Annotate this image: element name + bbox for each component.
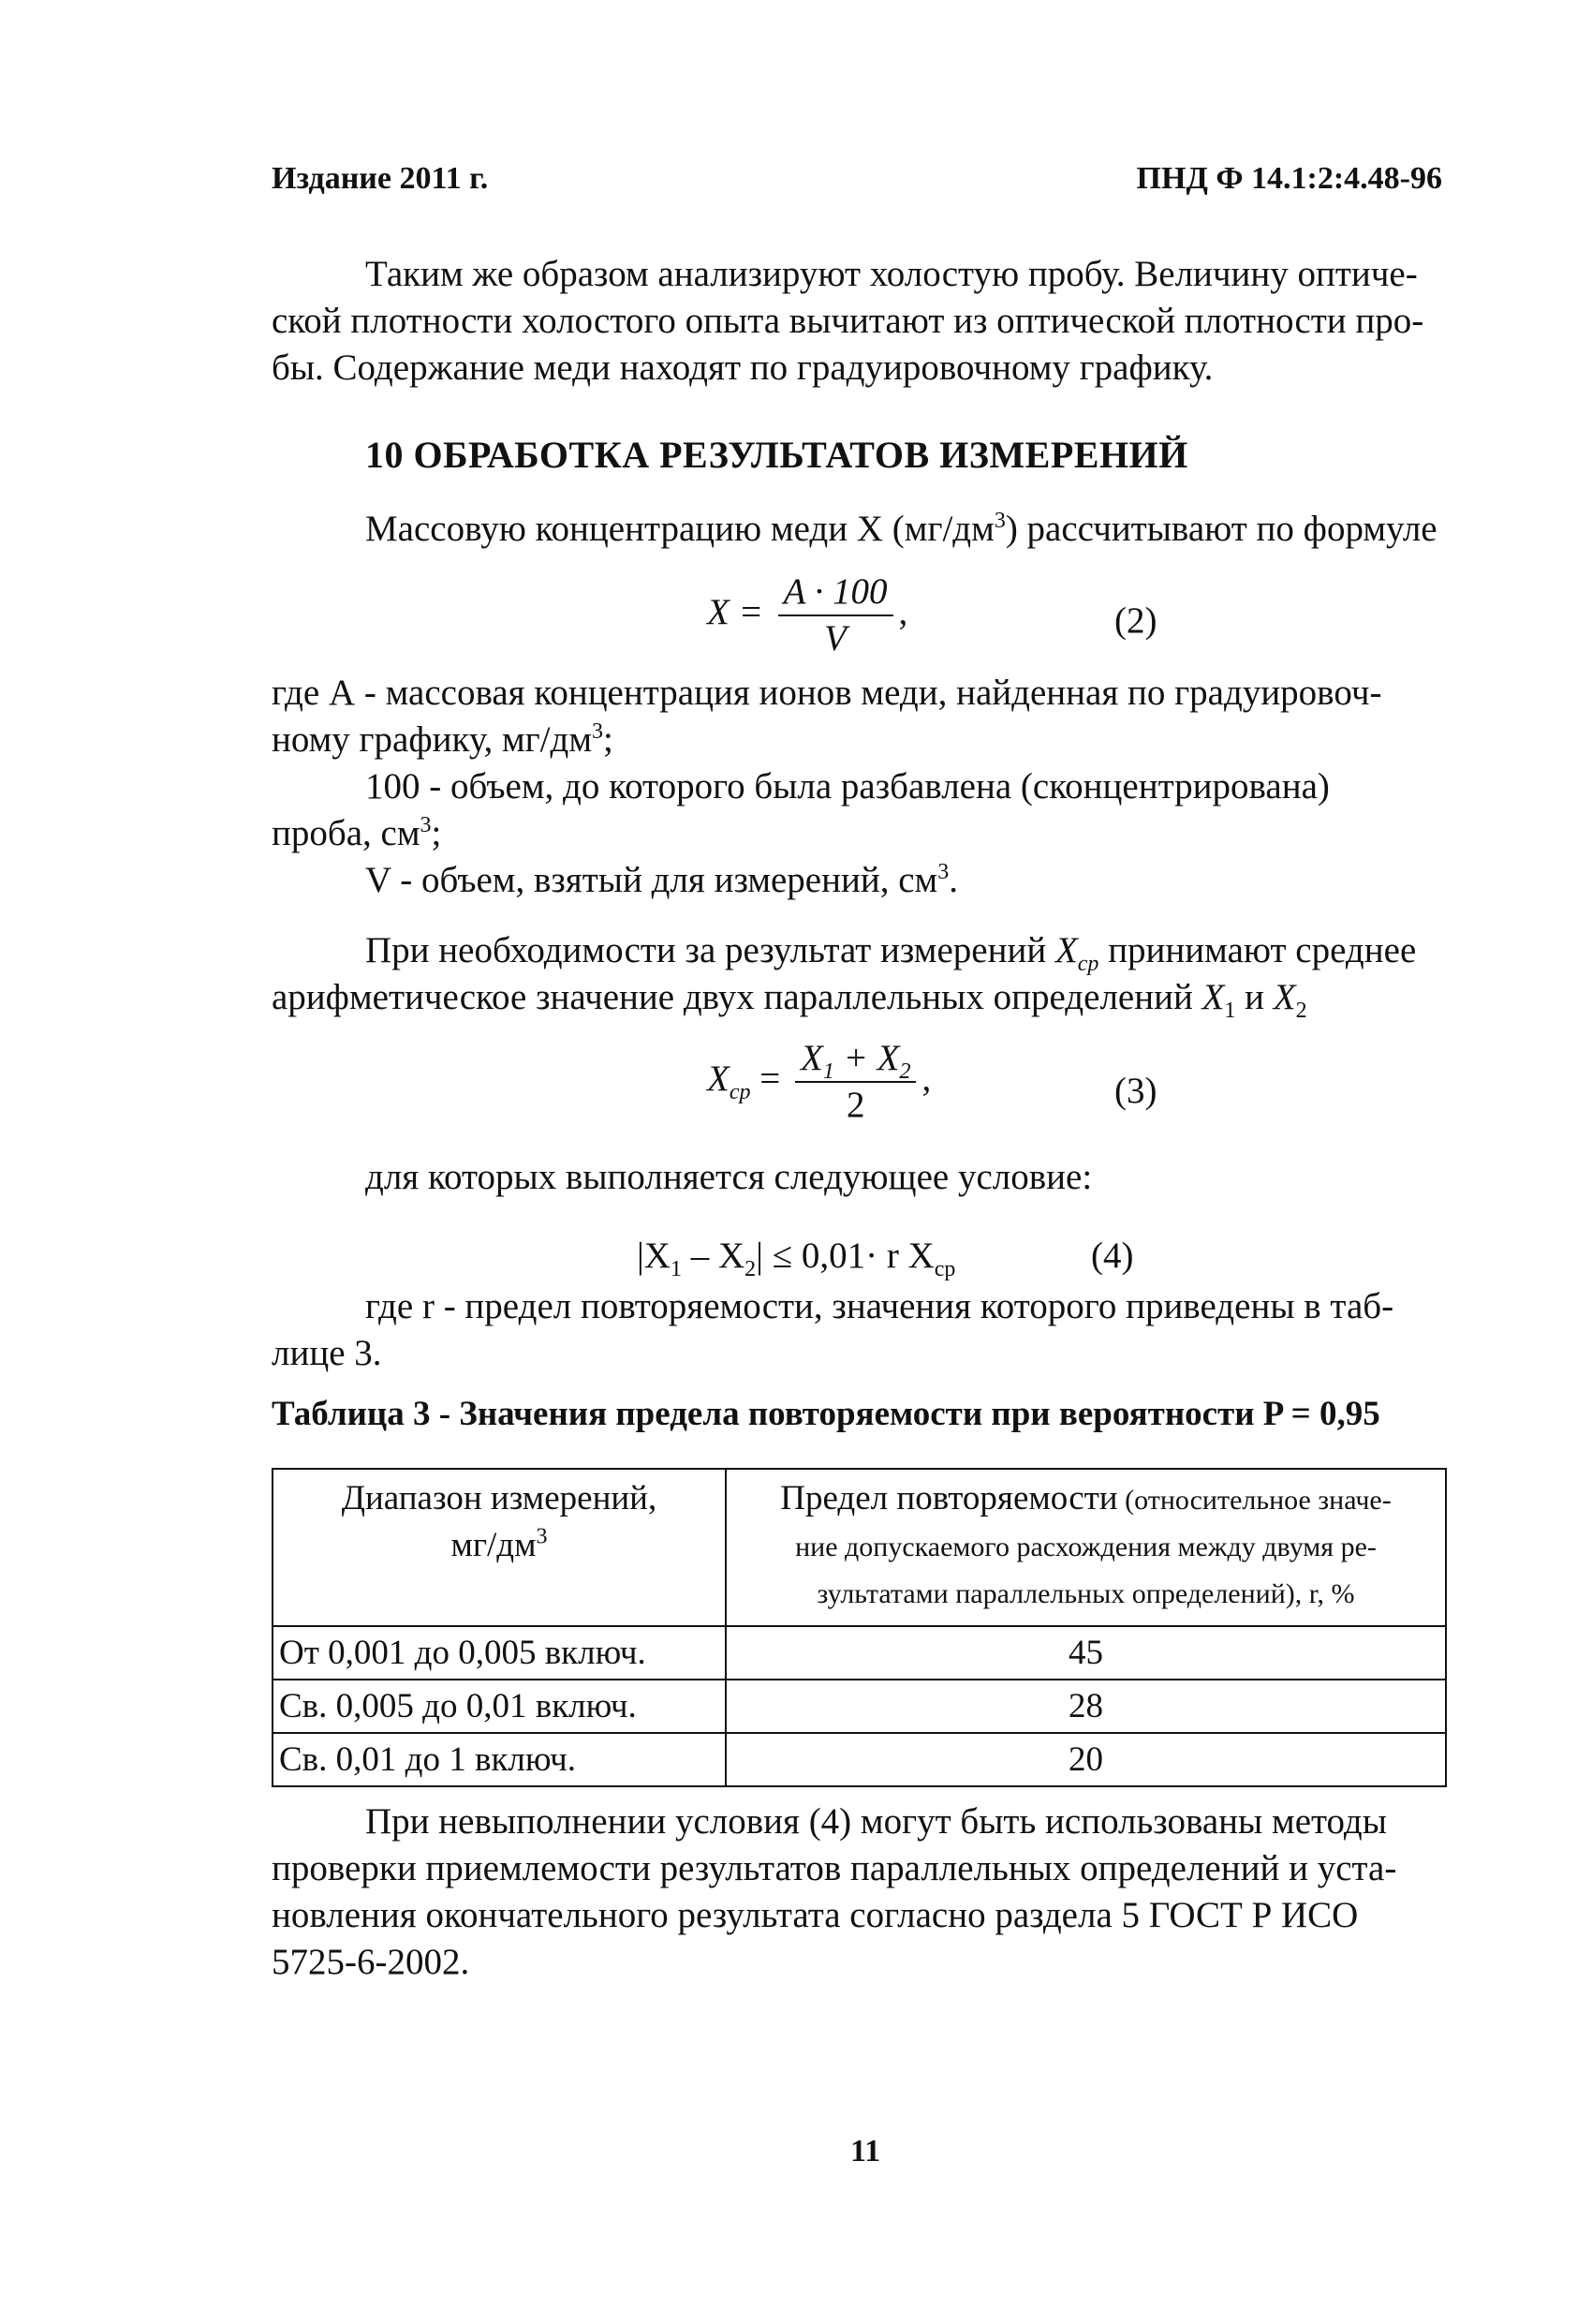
repeatability-table xyxy=(272,1468,1447,1787)
where-b-line-1: 100 - объем, до которого была разбавлена (сконцентрирована) xyxy=(365,766,1330,807)
value-cell: 20 xyxy=(726,1733,1446,1786)
formula-3-denominator: 2 xyxy=(846,1085,865,1125)
condition-text: для которых выполняется следующее условие: xyxy=(365,1157,1093,1197)
formula-2 xyxy=(707,571,907,659)
where-b-line-2: проба, $см^3$; xyxy=(272,813,442,853)
edition-header: Издание 2011 г. xyxy=(272,161,489,196)
column-header-limit: Предел повторяемости (относительное значе- ние допускаемого расхождения между двумя ре- зультатами параллельных определений), r, % xyxy=(726,1469,1446,1626)
closing-line-2: проверки приемлемости результатов параллельных определений и уста- xyxy=(272,1848,1397,1888)
formula-3-number: (3) xyxy=(1114,1071,1157,1111)
formula-2-number: (2) xyxy=(1114,600,1157,641)
where-clause-1 xyxy=(272,670,1442,904)
column-header-range: Диапазон измерений, $мг/дм^3$ xyxy=(273,1469,726,1626)
formula-2-lhs: X = xyxy=(707,591,763,632)
table-header-row xyxy=(273,1469,1446,1626)
where-r-line-1: где r - предел повторяемости, значения которого приведены в таб- xyxy=(365,1286,1394,1326)
mean-paragraph xyxy=(272,927,1442,1021)
where-a-line-1: где А - массовая концентрация ионов меди, найденная по градуировоч- xyxy=(272,673,1382,713)
table-row xyxy=(273,1733,1446,1786)
formula-2-comma: , xyxy=(898,591,908,632)
formula-intro xyxy=(365,506,1437,553)
mean-line-1: При необходимости за результат измерений $X_{ср}$ принимают среднее xyxy=(365,930,1417,976)
standard-code-header: ПНД Ф 14.1:2:4.48-96 xyxy=(1136,161,1442,196)
formula-intro-text-b: ) рассчитывают по формуле xyxy=(1005,509,1437,549)
range-cell: От 0,001 до 0,005 включ. xyxy=(273,1626,726,1680)
intro-paragraph xyxy=(272,251,1442,392)
intro-line-3: бы. Содержание меди находят по градуировочному графику. xyxy=(272,348,1214,388)
formula-3-fraction xyxy=(795,1038,916,1126)
where-r-line-2: лице 3. xyxy=(272,1333,382,1373)
value-cell: 45 xyxy=(726,1626,1446,1680)
section-heading: 10 ОБРАБОТКА РЕЗУЛЬТАТОВ ИЗМЕРЕНИЙ xyxy=(365,434,1188,476)
formula-2-fraction xyxy=(778,571,893,659)
formula-3-numerator: $X_1 + X_2$ xyxy=(795,1038,916,1083)
where-a-line-2: ному графику, $мг/дм^3$; xyxy=(272,719,613,760)
range-cell: Св. 0,01 до 1 включ. xyxy=(273,1733,726,1786)
value-cell: 28 xyxy=(726,1680,1446,1733)
formula-4-number: (4) xyxy=(1091,1236,1134,1276)
where-clause-2 xyxy=(272,1283,1442,1377)
formula-intro-text-a: Массовую концентрацию меди X (мг/дм xyxy=(365,509,995,549)
where-c-line: V - объем, взятый для измерений, $см^3$. xyxy=(365,860,958,900)
intro-line-1: Таким же образом анализируют холостую пробу. Величину оптиче- xyxy=(365,254,1418,294)
formula-2-denominator: V xyxy=(824,618,847,659)
formula-2-numerator: A · 100 xyxy=(778,571,893,616)
closing-line-4: 5725-6-2002. xyxy=(272,1942,470,1982)
range-cell: Св. 0,005 до 0,01 включ. xyxy=(273,1680,726,1733)
closing-line-3: новления окончательного результата согласно раздела 5 ГОСТ Р ИСО xyxy=(272,1895,1359,1935)
table-caption: Таблица 3 - Значения предела повторяемости при вероятности P = 0,95 xyxy=(272,1395,1380,1433)
page-number: 11 xyxy=(850,2134,881,2169)
closing-paragraph xyxy=(272,1799,1447,1986)
mean-line-2: арифметическое значение двух параллельных определений $X_1$ и $X_2$ xyxy=(272,977,1307,1023)
table-row xyxy=(273,1680,1446,1733)
table-row xyxy=(273,1626,1446,1680)
closing-line-1: При невыполнении условия (4) могут быть использованы методы xyxy=(365,1801,1387,1842)
formula-4: $|X_1 - X_2| \le 0,01\cdot r$ $X_{ср}$ xyxy=(637,1236,956,1281)
intro-line-2: ской плотности холостого опыта вычитают из оптической плотности про- xyxy=(272,301,1424,341)
formula-3: $X_{ср}$ = $\frac{X_1 + X_2}{2}$ , xyxy=(707,1038,932,1125)
superscript-3: 3 xyxy=(994,509,1006,533)
